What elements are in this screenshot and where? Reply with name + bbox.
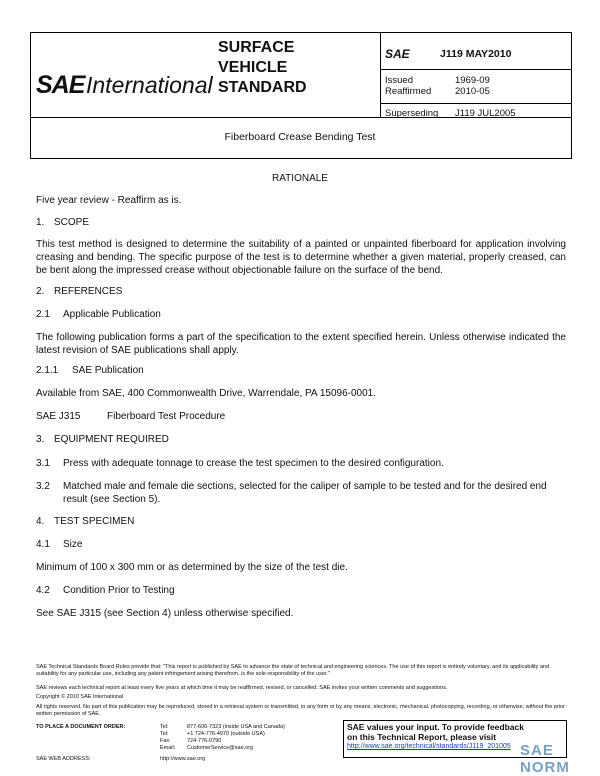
- contact-label: Tel:: [160, 724, 169, 730]
- standard-type: [218, 38, 307, 98]
- feedback-line: SAE values your input. To provide feedback: [347, 722, 524, 732]
- section-number: 2.1.1: [36, 365, 59, 376]
- superseding-label: Superseding: [385, 108, 439, 119]
- sae-logo: SAE: [36, 71, 85, 99]
- rationale-text: Five year review - Reaffirm as is.: [36, 195, 182, 206]
- contact-label: Email:: [160, 745, 176, 751]
- footer-rules-text: SAE Technical Standards Board Rules provide that: "This report is published by SAE to advance the state of technical and engineering sciences. The use of this report is entirely voluntary, and its applicability and suitability for any particular use, including any patent infringement arising therefrom, is the sole responsibility of the user.": [36, 664, 550, 677]
- section-heading: Condition Prior to Testing: [63, 585, 175, 596]
- doc-number: J119 MAY2010: [440, 48, 512, 60]
- section-heading: SAE Publication: [72, 365, 144, 376]
- contact-value: +1 724-776-4970 (outside USA): [187, 731, 265, 737]
- applicable-publication-text: The following publication forms a part of the specification to the extent specified herein. Unless otherwise indicated the latest revision of SAE publications shall apply.: [36, 332, 566, 356]
- section-number: 4.: [36, 516, 45, 527]
- section-number: 3.: [36, 434, 45, 445]
- standard-type-line: STANDARD: [218, 79, 307, 96]
- reference-code: SAE J315: [36, 411, 81, 422]
- availability-text: Available from SAE, 400 Commonwealth Drive, Warrendale, PA 15096-0001.: [36, 388, 376, 399]
- section-number: 3.2: [36, 481, 50, 492]
- reference-title: Fiberboard Test Procedure: [107, 411, 226, 422]
- section-heading: SCOPE: [54, 217, 90, 228]
- sae-logo-international: International: [86, 72, 213, 98]
- contact-value: 877-606-7323 (inside USA and Canada): [187, 724, 285, 730]
- section-number: 1.: [36, 217, 45, 228]
- order-label: TO PLACE A DOCUMENT ORDER:: [36, 724, 126, 730]
- condition-text: See SAE J315 (see Section 4) unless otherwise specified.: [36, 608, 294, 619]
- feedback-line: on this Technical Report, please visit: [347, 732, 497, 742]
- superseding-value: J119 JUL2005: [455, 108, 516, 119]
- contact-label: Tel:: [160, 731, 169, 737]
- scope-text: This test method is designed to determine the suitability of a painted or unpainted fiberboard for application involving creasing and bending. The specific purpose of the test is to determine whether a given material, properly creased, can be bent along the impressed crease without objectionable failure on the surface of the bend.: [36, 239, 566, 276]
- reaffirmed-value: 2010-05: [455, 86, 490, 97]
- document-title: Fiberboard Crease Bending Test: [224, 131, 376, 143]
- equipment-item-text: Matched male and female die sections, selected for the caliper of sample to be tested and for the desired end result (see Section 5).: [63, 481, 547, 505]
- section-number: 3.1: [36, 458, 50, 469]
- section-heading: Size: [63, 539, 83, 550]
- header-divider: [380, 103, 571, 104]
- section-heading: TEST SPECIMEN: [54, 516, 135, 527]
- footer-review-text: SAE reviews each technical report at least every five years at which time it may be reaffirmed, revised, or cancelled. SAE invites your written comments and suggestions.: [36, 685, 448, 691]
- section-number: 4.1: [36, 539, 50, 550]
- section-heading: REFERENCES: [54, 286, 123, 297]
- sae-norm-stamp: SAE NORM: [520, 742, 570, 776]
- web-address-link[interactable]: http://www.sae.org: [160, 756, 206, 762]
- section-heading: EQUIPMENT REQUIRED: [54, 434, 169, 445]
- standard-type-line: SURFACE: [218, 39, 295, 56]
- footer-rights-text: All rights reserved. No part of this publication may be reproduced, stored in a retrieval system or transmitted, in any form or by any means, electronic, mechanical, photocopying, recording, or otherwise, without the prior written permission of SAE.: [36, 704, 565, 717]
- sae-small-logo: SAE: [385, 47, 410, 61]
- size-text: Minimum of 100 x 300 mm or as determined by the size of the test die.: [36, 562, 348, 573]
- footer-copyright: Copyright © 2010 SAE International: [36, 694, 124, 700]
- equipment-item-text: Press with adequate tonnage to crease the test specimen to the desired configuration.: [63, 458, 444, 469]
- header-divider: [380, 69, 571, 70]
- standard-type-line: VEHICLE: [218, 59, 288, 76]
- reaffirmed-label: Reaffirmed: [385, 86, 432, 97]
- section-number: 4.2: [36, 585, 50, 596]
- section-heading: Applicable Publication: [63, 309, 161, 320]
- section-number: 2.: [36, 286, 45, 297]
- issued-value: 1969-09: [455, 75, 490, 86]
- rationale-heading: RATIONALE: [272, 173, 328, 184]
- contact-value: 724-776-0790: [187, 738, 222, 744]
- feedback-link[interactable]: http://www.sae.org/technical/standards/J119_201005: [347, 743, 511, 750]
- contact-label: Fax:: [160, 738, 171, 744]
- issued-label: Issued: [385, 75, 413, 86]
- email-link[interactable]: CustomerService@sae.org: [187, 745, 254, 751]
- header-divider: [380, 33, 381, 117]
- web-address-label: SAE WEB ADDRESS:: [36, 756, 91, 762]
- section-number: 2.1: [36, 309, 50, 320]
- feedback-text: [347, 722, 565, 742]
